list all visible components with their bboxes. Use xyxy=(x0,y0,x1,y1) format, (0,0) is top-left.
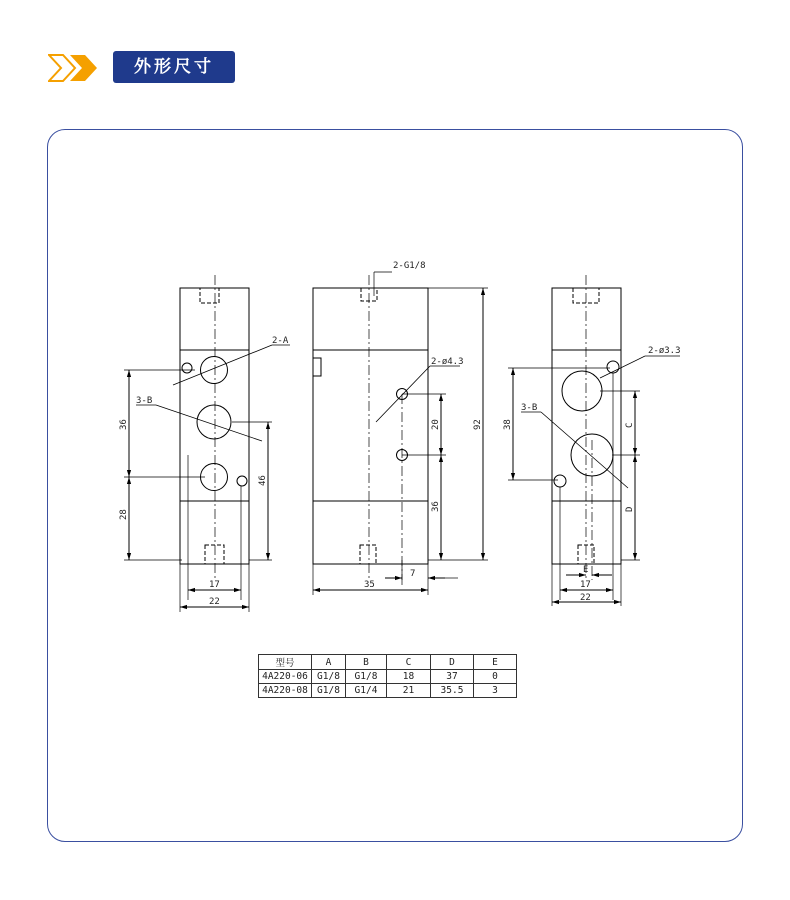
table-header-row xyxy=(259,655,517,670)
header-b: B xyxy=(346,655,387,670)
header-a: A xyxy=(312,655,346,670)
left-dim-36: 36 xyxy=(119,419,129,430)
right-dim-c: C xyxy=(625,422,635,428)
left-dim-17: 17 xyxy=(209,580,220,590)
right-dim-22: 22 xyxy=(580,593,591,603)
right-dim-e: E xyxy=(583,565,589,575)
cell-d: 37 xyxy=(431,670,474,684)
left-dim-28: 28 xyxy=(119,509,129,520)
cell-c: 18 xyxy=(387,670,431,684)
middle-dim-7: 7 xyxy=(410,569,416,579)
middle-dim-92: 92 xyxy=(473,419,483,430)
middle-label-g: 2-G1/8 xyxy=(393,261,426,271)
right-port-upper xyxy=(562,371,602,411)
header-e: E xyxy=(474,655,517,670)
middle-label-hole: 2-ø4.3 xyxy=(431,357,464,367)
left-dim-46: 46 xyxy=(258,475,268,486)
right-label-hole: 2-ø3.3 xyxy=(648,346,681,356)
middle-dim-35: 35 xyxy=(364,580,375,590)
cell-b: G1/4 xyxy=(346,684,387,698)
middle-dim-36: 36 xyxy=(431,501,441,512)
table-row xyxy=(259,670,517,684)
cell-a: G1/8 xyxy=(312,670,346,684)
right-dim-17: 17 xyxy=(580,580,591,590)
middle-dim-20: 20 xyxy=(431,419,441,430)
table-row xyxy=(259,684,517,698)
section-title: 外形尺寸 xyxy=(113,51,235,83)
cell-model: 4A220-06 xyxy=(259,670,312,684)
right-dim-d: D xyxy=(625,506,635,512)
cell-c: 21 xyxy=(387,684,431,698)
port-circle-a xyxy=(201,357,228,384)
left-label-b: 3-B xyxy=(136,396,153,406)
port-circle-b xyxy=(197,405,231,439)
cell-e: 0 xyxy=(474,670,517,684)
header-c: C xyxy=(387,655,431,670)
header-model: 型号 xyxy=(259,655,312,670)
left-body xyxy=(180,288,249,564)
right-dim-38: 38 xyxy=(503,419,513,430)
spec-table xyxy=(258,654,517,698)
cell-e: 3 xyxy=(474,684,517,698)
left-view xyxy=(124,275,290,612)
right-label-b: 3-B xyxy=(521,403,538,413)
right-body xyxy=(552,288,621,564)
middle-view xyxy=(313,272,488,595)
cell-b: G1/8 xyxy=(346,670,387,684)
cell-d: 35.5 xyxy=(431,684,474,698)
left-label-a: 2-A xyxy=(272,336,289,346)
cell-a: G1/8 xyxy=(312,684,346,698)
cell-model: 4A220-08 xyxy=(259,684,312,698)
right-view xyxy=(508,275,680,606)
middle-body xyxy=(313,288,428,564)
left-dim-22: 22 xyxy=(209,597,220,607)
header-d: D xyxy=(431,655,474,670)
